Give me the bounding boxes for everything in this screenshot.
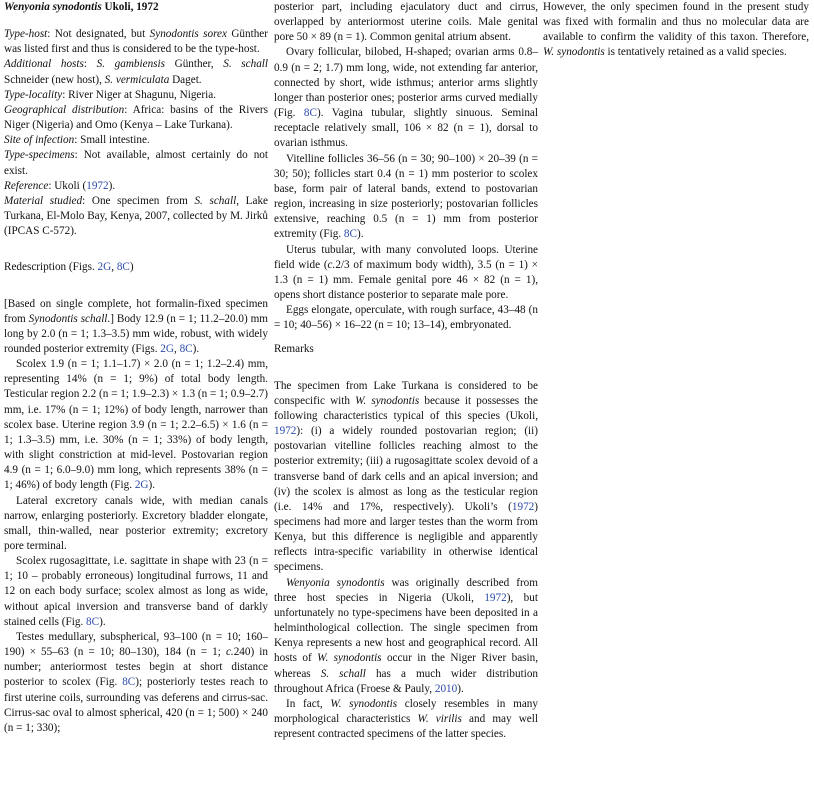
text-run: ). [99, 615, 106, 628]
text-run: ); posteriorly testes reach to first uterine coils, surrounding vas deferens and cirrus-sac. Cirrus-sac oval to almost spherical, 420 (n = 1; 500) × 240 (n = 1; 330); [4, 676, 269, 734]
additional-hosts-label: Additional hosts [4, 58, 84, 71]
material-studied [4, 194, 268, 239]
remarks-paragraph [274, 576, 538, 697]
body-paragraph: posterior part, including ejaculatory duct and cirrus, overlapped by anteriormost uterine coils. Male genital pore 50 × 89 (n = 1). Common genital atrium absent. [274, 1, 538, 44]
text-run: Scolex 1.9 (n = 1; 1.1–1.7) × 2.0 (n = 1; 1.2–2.4) mm, representing 14% (n = 1; 9%) of total body length. Testicular region 2.2 (n = 1; 1.9–2.3) × 1.3 (n = 1; 0.9–2.7) mm, i.e. 17% (n = 1; 12%) of body length, narrower than scolex base. Uterine region 3.9 (n = 1; 2.2–6.5) × 1.6 (n = 1; 1.3–3.5) mm, i.e. 30% (n = 1; 33%) of body length, with slight constriction at mid-level. Postovarian region 4.9 (n = 1; 6.0–9.0) mm long, which represents 38% (n = 1; 46%) of body length (Fig. [4, 358, 268, 492]
text-run: Scolex rugosagittate, i.e. sagittate in shape with 23 (n = 1; 10 – probably erroneous) longitudinal furrows, 11 and 12 on each body surface; scolex almost as long as wide, without apical inversion and transverse band of darkly stained cells (Fig. [4, 555, 268, 628]
body-paragraph [4, 357, 268, 493]
text-run: occur in the Niger River basin, whereas [274, 652, 539, 680]
text-run: : Africa: basins of the Rivers Niger (Nigeria) and Omo (Kenya – Lake Turkana). [4, 103, 268, 132]
species-ref: S. vermiculata [104, 73, 170, 86]
body-paragraph [274, 243, 538, 304]
species-name: Wenyonia synodontis [4, 1, 102, 13]
text-run: Günther, [165, 58, 224, 71]
citation-link[interactable]: 1972 [484, 591, 507, 604]
column-right [543, 0, 809, 61]
text-run: [Based on single complete, hot formalin-fixed specimen from [4, 297, 268, 325]
species-ref: S. schall [194, 194, 237, 207]
text-run: and may well represent contracted specimens of the latter species. [274, 713, 538, 741]
text-run: has a much wider distribution throughout Africa (Froese & Pauly, [274, 667, 539, 695]
redescription-heading [4, 260, 268, 275]
material-label: Material studied [4, 194, 83, 207]
remarks-paragraph [274, 379, 538, 576]
type-host [4, 27, 268, 57]
species-author: Ukoli, 1972 [104, 1, 159, 13]
species-ref: Synodontis schall [28, 312, 108, 325]
text-run: because it possesses the following characteristics typical of this species (Ukoli, [274, 394, 538, 422]
text-run: , [111, 261, 117, 274]
body-paragraph [274, 45, 538, 151]
citation-link[interactable]: 1972 [511, 500, 535, 513]
text-run: ). [457, 682, 464, 695]
citation-link[interactable]: 1972 [274, 425, 297, 438]
remarks-paragraph [543, 0, 809, 61]
citation-link[interactable]: 2010 [434, 682, 458, 695]
figure-link[interactable]: 8C [343, 228, 357, 241]
text-run: 240) in number; anteriormost testes begin at short distance posterior to scolex (Fig. [4, 646, 269, 689]
text-run: ): (i) a widely rounded postovarian region; (ii) postovarian vitelline follicles reaching almost to the posterior extremity; (iii) a rugosagittate scolex devoid of a transverse band of dark cells and an apical inversion; and (iv) the scolex is almost as long as the testicular region (i.e. 14% and 17%, respectively). Ukoli’s ( [274, 425, 538, 513]
species-ref: W. synodontis [355, 394, 420, 407]
text-run: Testes medullary, subspherical, 93–100 (n = 10; 160–190) × 55–63 (n = 10; 80–130), 184 (n = 1; [4, 630, 268, 659]
species-ref: Synodontis sorex [149, 28, 227, 41]
figure-link[interactable]: 2G [134, 479, 149, 492]
figure-link[interactable]: 8C [303, 107, 317, 120]
body-paragraph [4, 554, 268, 630]
text-run: : [83, 58, 97, 71]
text-run: closely resembles in many morphological characteristics [274, 697, 538, 726]
remarks-heading: Remarks [274, 343, 314, 356]
geographical-distribution [4, 103, 268, 133]
text-run: Uterus tubular, with many convoluted loops. Uterine field wide ( [274, 243, 538, 271]
column-middle [274, 0, 538, 742]
type-locality [4, 88, 268, 103]
text-run: However, the only specimen found in the present study was fixed with formalin and thus no molecular data are available to confirm the validity of this taxon. Therefore, [543, 1, 809, 44]
geo-label: Geographical distribution [4, 103, 125, 116]
body-paragraph [274, 152, 538, 243]
text-run: : Not available, almost certainly do not exist. [4, 149, 268, 177]
reference-label: Reference [4, 179, 49, 192]
text-run: ). [356, 228, 364, 241]
text-run: 2/3 of maximum body width), 3.5 (n = 1) × 1.3 (n = 1) mm. Female genital pore 46 × 82 (n = 1), opens short distance posterior to separate male pore. [274, 258, 538, 301]
circa-abbrev: c. [327, 258, 336, 271]
text-run: The specimen from Lake Turkana is considered to be conspecific with [274, 379, 538, 407]
text-run: ). [192, 342, 200, 355]
body-paragraph: Eggs elongate, operculate, with rough surface, 43–48 (n = 10; 40–56) × 16–22 (n = 10; 13–14), embryonated. [274, 304, 538, 332]
circa-abbrev: c. [225, 646, 234, 659]
citation-link[interactable]: 1972 [86, 179, 109, 192]
text-run: Redescription (Figs. [4, 261, 98, 274]
type-locality-label: Type-locality [4, 88, 63, 101]
type-specimens-label: Type-specimens [4, 149, 75, 162]
reference [4, 179, 268, 194]
body-paragraph [4, 297, 268, 358]
species-ref: Wenyonia synodontis [286, 576, 385, 589]
text-run: is tentatively retained as a valid species. [604, 46, 787, 59]
remarks-paragraph [274, 697, 538, 742]
figure-link[interactable]: 8C [122, 676, 136, 689]
species-ref: W. synodontis [330, 697, 398, 710]
species-ref: S. schall [320, 667, 366, 680]
species-ref: S. schall [223, 58, 269, 71]
text-run: ) specimens had more and larger testes than the worm from Kenya, but this difference is negligible and apparently reflects intra-specific variability in otherwise identical specimens. [274, 500, 538, 574]
site-label: Site of infection [4, 134, 75, 147]
body-paragraph: Lateral excretory canals wide, with median canals narrow, enlarging posteriorly. Excretory bladder elongate, small, thin-walled, near posterior extremity; excretory pore terminal. [4, 494, 268, 552]
text-run: .] Body 12.9 (n = 1; 11.2–20.0) mm long by 2.0 (n = 1; 1.3–3.5) mm wide, robust, with widely rounded posterior extremity (Figs. [4, 312, 269, 355]
text-run: Schneider (new host), [4, 73, 105, 86]
text-run: Günther was listed first and thus is considered to be the type-host. [4, 28, 268, 56]
text-run: , Lake Turkana, El-Molo Bay, Kenya, 2007, collected by M. Jirků (IPCAS C-572). [4, 194, 269, 238]
text-run: ) [129, 261, 134, 274]
text-run: : Ukoli ( [48, 179, 87, 192]
body-paragraph [4, 630, 268, 736]
text-run: : Not designated, but [47, 28, 150, 41]
figure-link[interactable]: 8C [116, 261, 130, 274]
text-run: : One specimen from [82, 194, 195, 207]
text-run: : River Niger at Shagunu, Nigeria. [62, 88, 216, 101]
column-left [4, 0, 268, 736]
text-run: ). [148, 479, 156, 492]
species-ref: W. synodontis [543, 46, 605, 59]
text-run: ). Vagina tubular, slightly sinuous. Seminal receptacle relatively small, 106 × 82 (n = 1), dorsal to ovarian isthmus. [274, 107, 538, 150]
type-specimens [4, 148, 268, 178]
type-host-label: Type-host [4, 28, 48, 41]
additional-hosts [4, 57, 268, 87]
text-run: Daget. [169, 73, 202, 86]
figure-link[interactable]: 2G [160, 342, 174, 355]
text-run: , [173, 342, 180, 355]
species-ref: W. virilis [417, 713, 462, 726]
figure-link[interactable]: 8C [86, 615, 100, 628]
text-run: ). [108, 179, 116, 192]
text-run: In fact, [286, 697, 331, 710]
text-run: Vitelline follicles 36–56 (n = 30; 90–100) × 20–39 (n = 30; 50); follicles start 0.4 (n = 1) mm posterior to scolex base, form pair of lateral bands, extend to postovarian region, increasing in size posteriorly; postovarian follicles extensive, reaching 0.5 (n = 1) mm from posterior extremity (Fig. [274, 152, 538, 241]
text-run: : Small intestine. [74, 134, 150, 147]
figure-link[interactable]: 8C [179, 342, 193, 355]
figure-link[interactable]: 2G [97, 261, 112, 274]
species-ref: S. gambiensis [96, 58, 165, 71]
text-run: ), but unfortunately no type-specimens have been deposited in a helminthological collection. The single specimen from Kenya represents a new host and geographical record. All hosts of [274, 591, 538, 665]
site-of-infection [4, 133, 268, 148]
species-ref: W. synodontis [317, 652, 382, 665]
text-run: was originally described from three host species in Nigeria (Ukoli, [274, 576, 538, 604]
text-run: Ovary follicular, bilobed, H-shaped; ovarian arms 0.8–0.9 (n = 2; 1.7) mm long, wide, not extending far anterior, connected by short, wide isthmus; anterior arms slightly longer than posterior ones; posterior arms curved medially (Fig. [274, 46, 538, 120]
species-title [4, 0, 268, 15]
